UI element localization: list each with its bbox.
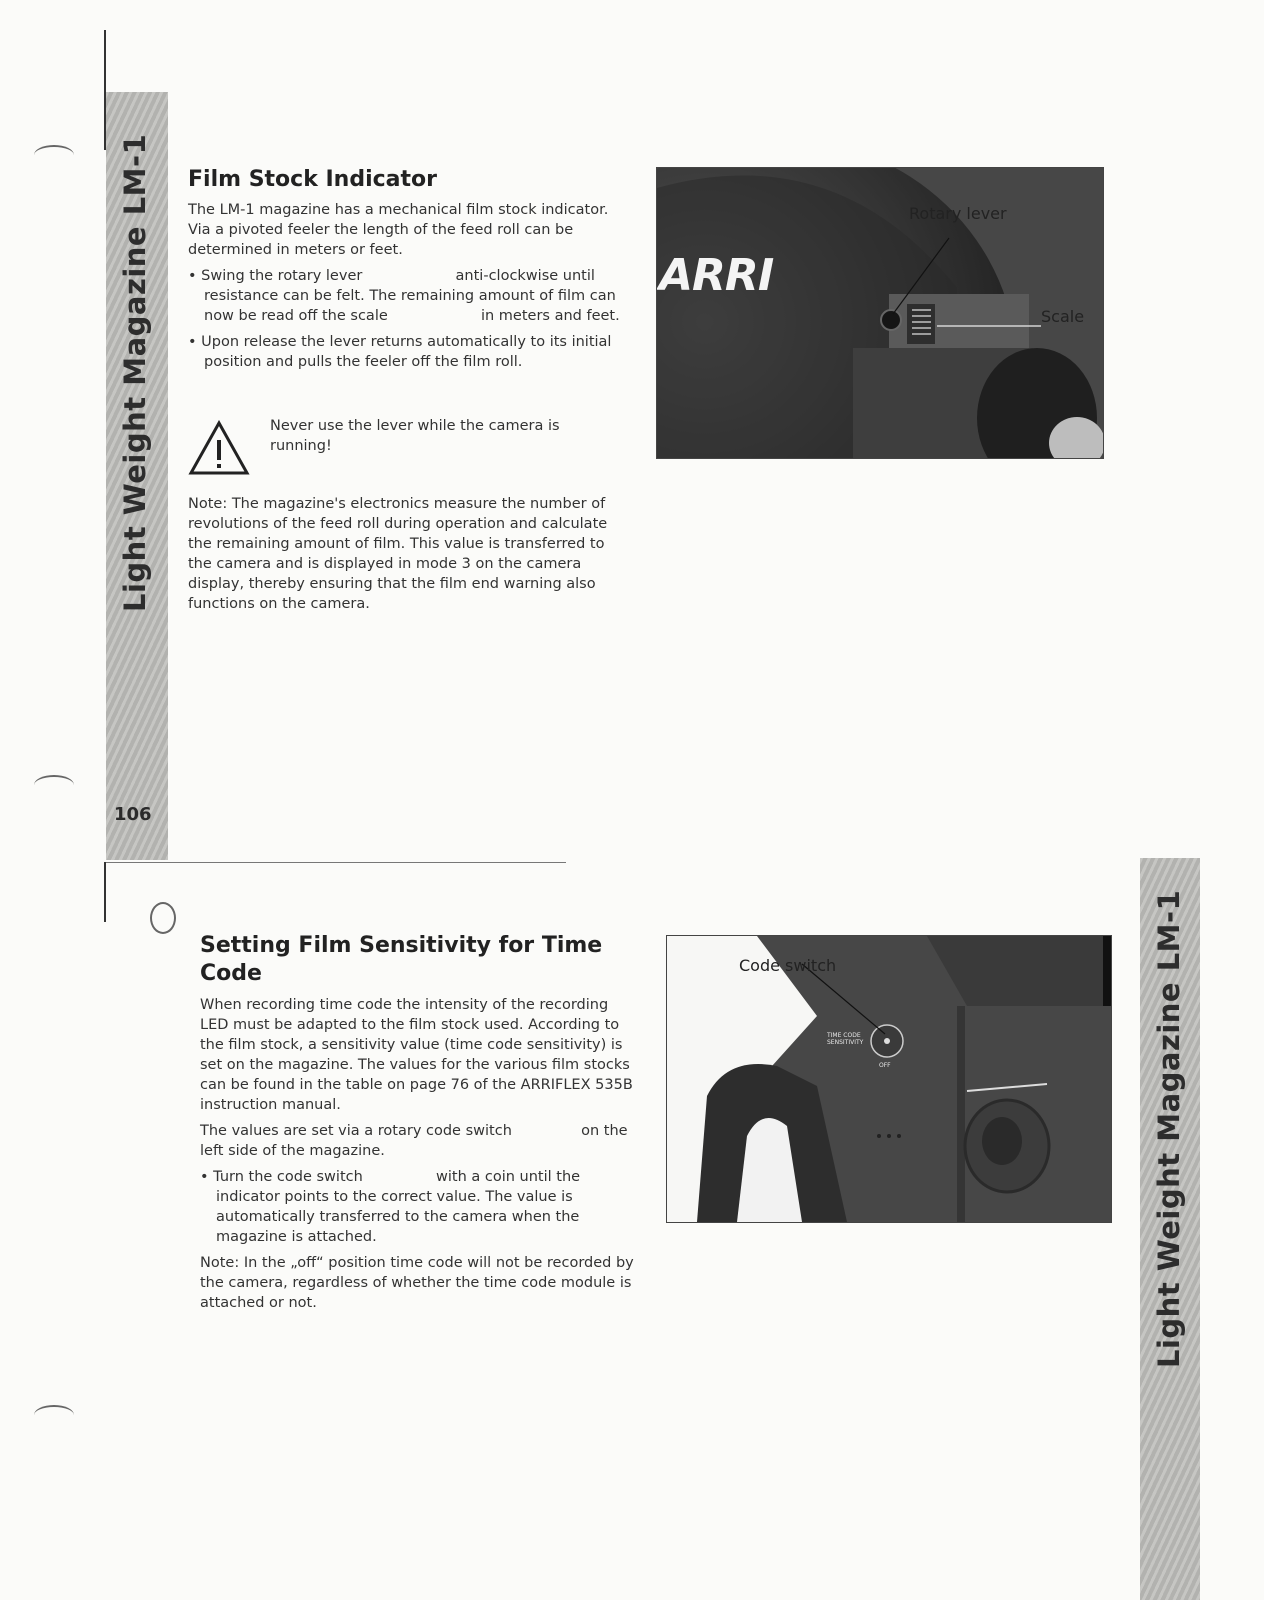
bullet-rotary-lever: • Swing the rotary lever anti-clockwise until resistance can be felt. The remaining amount of film can now be read off the scale in meters and feet. [188, 268, 620, 324]
side-tab-top [106, 92, 168, 860]
warning-icon [188, 420, 250, 476]
binding-arc [34, 775, 74, 795]
side-tab-bottom [1140, 858, 1200, 1600]
bullet-turn-switch: • Turn the code switch with a coin until the indicator points to the correct value. The value is automatically transferred to the camera when the magazine is attached. [200, 1169, 581, 1245]
page-number: 106 [114, 804, 152, 825]
callout-rotary-lever: Rotary lever [909, 204, 1007, 223]
warning-text: Never use the lever while the camera is running! [270, 418, 560, 454]
paragraph-text: on the left side of the magazine. [200, 1123, 628, 1159]
note-film-end: Note: The magazine's electronics measure the number of revolutions of the feed roll during operation and calculate the remaining amount of film. This value is transferred to the camera and is displayed in mode 3 on the camera display, thereby ensuring that the film end warning also functions on the camera. [188, 496, 608, 612]
sensitivity-text [200, 995, 640, 1313]
section-title-sensitivity: Setting Film Sensitivity for Time Code [200, 933, 603, 986]
side-tab-label: Light Weight Magazine LM-1 [1152, 889, 1186, 1368]
bullet-text: anti-clockwise until resistance can be felt. The remaining amount of film can now be read off the scale [204, 268, 616, 324]
intro-paragraph: The LM-1 magazine has a mechanical film stock indicator. Via a pivoted feeler the length of the feed roll can be determined in meters or feet. [188, 202, 609, 258]
off-label: OFF [879, 1062, 891, 1069]
callout-scale: Scale [1041, 307, 1085, 326]
panel-label: TIME CODE SENSITIVITY [827, 1032, 864, 1046]
page-divider [106, 862, 566, 863]
binding-arc [34, 145, 74, 165]
film-stock-text [188, 200, 620, 372]
arri-logo: ARRI [659, 250, 774, 301]
note-off-position: Note: In the „off“ position time code will not be recorded by the camera, regardless of whether the time code module is attached or not. [200, 1255, 634, 1311]
section-title-film-stock: Film Stock Indicator [188, 167, 438, 192]
paragraph-text: The values are set via a rotary code switch [200, 1123, 512, 1139]
code-switch-illustration [667, 936, 1111, 1222]
paragraph-code-switch [200, 1121, 640, 1161]
side-tab-label: Light Weight Magazine LM-1 [118, 133, 152, 612]
bullet-text: Upon release the lever returns automatically to its initial position and pulls the feeler off the film roll. [201, 334, 612, 370]
hole-punch-circle [150, 902, 176, 934]
magazine-illustration [657, 168, 1103, 458]
paragraph-recording-led: When recording time code the intensity of the recording LED must be adapted to the film stock used. According to the film stock, a sensitivity value (time code sensitivity) is set on the magazine. The values for the various film stocks can be found in the table on page 76 of the ARRIFLEX 535B instruction manual. [200, 997, 633, 1113]
left-edge-line-bottom [104, 862, 106, 922]
bullet-text: Turn the code switch [213, 1169, 363, 1185]
bullet-text: Swing the rotary lever [201, 268, 363, 284]
photo-code-switch [666, 935, 1112, 1223]
bullet-text: in meters and feet. [480, 308, 620, 324]
bullet-text: with a coin until the indicator points to the correct value. The value is automatically transferred to the camera when the magazine is attached. [216, 1169, 581, 1245]
bullet-release: • Upon release the lever returns automatically to its initial position and pulls the feeler off the film roll. [188, 334, 612, 370]
photo-rotary-lever [656, 167, 1104, 459]
callout-code-switch: Code switch [739, 956, 837, 975]
binding-arc [34, 1405, 74, 1425]
